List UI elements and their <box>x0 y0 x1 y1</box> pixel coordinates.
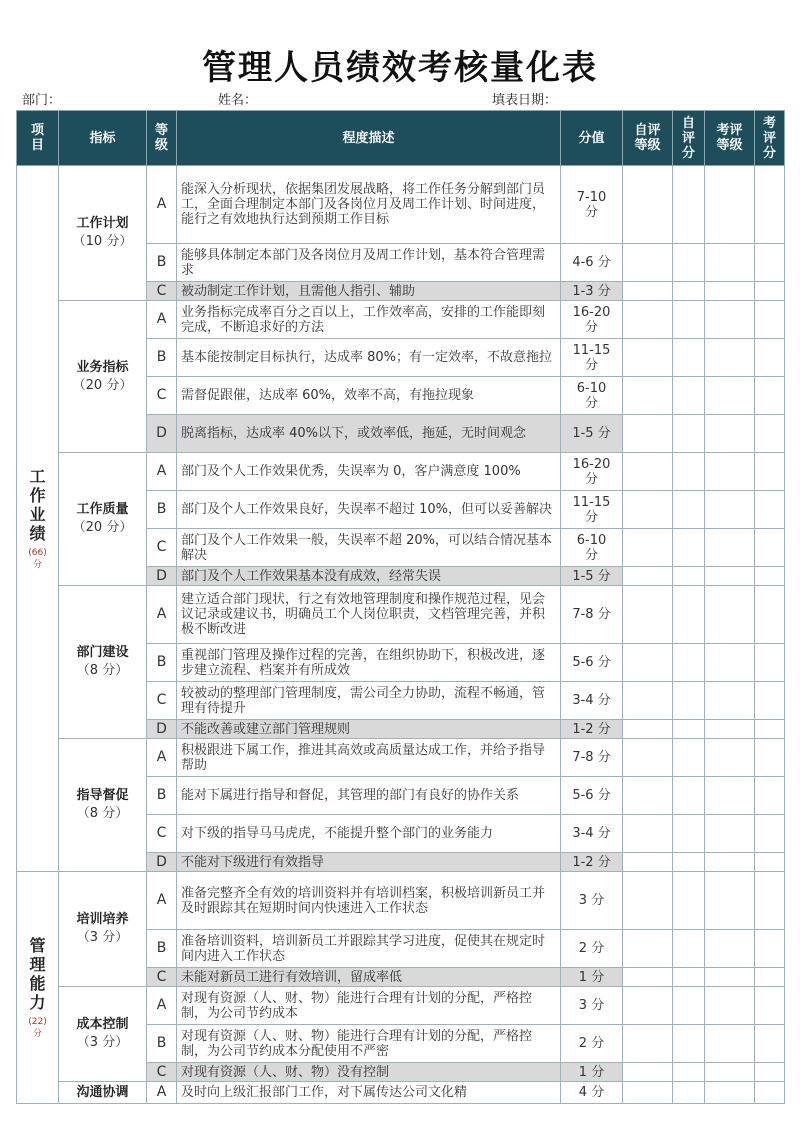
description-cell: 能够具体制定本部门及各岗位月及周工作计划，基本符合管理需求 <box>177 244 561 282</box>
grade-cell: C <box>147 1063 177 1082</box>
description-cell: 部门及个人工作效果良好，失误率不超过 10%，但可以妥善解决 <box>177 491 561 529</box>
table-row <box>17 1082 785 1104</box>
description-cell: 对现有资源（人、财、物）能进行合理有计划的分配，严格控制，为公司节约成本分配使用不严密 <box>177 1025 561 1063</box>
self-score-input[interactable] <box>673 968 705 987</box>
self-grade-input[interactable] <box>623 682 673 720</box>
self-score-input[interactable] <box>673 339 705 377</box>
eval-grade-input[interactable] <box>705 682 755 720</box>
self-score-input[interactable] <box>673 415 705 453</box>
score-range-cell: 1-2 分 <box>561 853 623 872</box>
category-cell <box>17 166 59 872</box>
eval-grade-input[interactable] <box>705 529 755 567</box>
self-score-input[interactable] <box>673 815 705 853</box>
header-desc: 程度描述 <box>177 111 561 166</box>
self-score-input[interactable] <box>673 853 705 872</box>
description-cell: 重视部门管理及操作过程的完善，在组织协助下，积极改进，逐步建立流程、档案并有所成效 <box>177 644 561 682</box>
grade-cell: C <box>147 815 177 853</box>
eval-grade-input[interactable] <box>705 1082 755 1104</box>
score-range-cell: 1 分 <box>561 1063 623 1082</box>
grade-cell: B <box>147 244 177 282</box>
self-score-input[interactable] <box>673 682 705 720</box>
header-eval-grade: 考评 等级 <box>705 111 755 166</box>
score-range-cell: 4 分 <box>561 1082 623 1104</box>
indicator-name: 工作计划 <box>76 216 129 231</box>
eval-score-input[interactable] <box>755 166 785 244</box>
self-grade-input[interactable] <box>623 777 673 815</box>
grade-cell: D <box>147 415 177 453</box>
eval-grade-input[interactable] <box>705 453 755 491</box>
eval-score-input[interactable] <box>755 453 785 491</box>
score-range-cell: 6-10 分 <box>561 377 623 415</box>
self-score-input[interactable] <box>673 529 705 567</box>
header-indicator: 指标 <box>59 111 147 166</box>
self-grade-input[interactable] <box>623 968 673 987</box>
self-grade-input[interactable] <box>623 853 673 872</box>
score-range-cell: 4-6 分 <box>561 244 623 282</box>
description-cell: 需督促跟催，达成率 60%，效率不高，有拖拉现象 <box>177 377 561 415</box>
header-score: 分值 <box>561 111 623 166</box>
table-row <box>17 987 785 1025</box>
indicator-name: 培训培养 <box>76 912 129 927</box>
table-row <box>17 586 785 644</box>
eval-grade-input[interactable] <box>705 415 755 453</box>
indicator-cell <box>59 166 147 301</box>
eval-grade-input[interactable] <box>705 339 755 377</box>
score-range-cell: 7-10 分 <box>561 166 623 244</box>
eval-score-input[interactable] <box>755 567 785 586</box>
self-grade-input[interactable] <box>623 166 673 244</box>
indicator-name: 工作质量 <box>76 502 129 517</box>
score-range-cell: 2 分 <box>561 930 623 968</box>
indicator-cell <box>59 872 147 987</box>
self-score-input[interactable] <box>673 720 705 739</box>
header-self-grade: 自评 等级 <box>623 111 673 166</box>
indicator-weight: （8 分） <box>76 663 129 678</box>
grade-cell: B <box>147 930 177 968</box>
eval-score-input[interactable] <box>755 586 785 644</box>
eval-score-input[interactable] <box>755 1082 785 1104</box>
grade-cell: D <box>147 720 177 739</box>
self-score-input[interactable] <box>673 1025 705 1063</box>
description-cell: 未能对新员工进行有效培训，留成率低 <box>177 968 561 987</box>
description-cell: 业务指标完成率百分之百以上，工作效率高，安排的工作能即刻完成，不断追求好的方法 <box>177 301 561 339</box>
assessment-table <box>16 110 785 1104</box>
name-label: 姓名： <box>218 93 258 108</box>
self-grade-input[interactable] <box>623 739 673 777</box>
dept-label: 部门： <box>22 93 62 108</box>
eval-score-input[interactable] <box>755 853 785 872</box>
description-cell: 脱离指标，达成率 40%以下，或效率低，拖延，无时间观念 <box>177 415 561 453</box>
self-score-input[interactable] <box>673 567 705 586</box>
eval-grade-input[interactable] <box>705 815 755 853</box>
eval-score-input[interactable] <box>755 282 785 301</box>
grade-cell: B <box>147 1025 177 1063</box>
grade-cell: B <box>147 644 177 682</box>
indicator-name: 沟通协调 <box>76 1084 129 1100</box>
score-range-cell: 16-20 分 <box>561 301 623 339</box>
score-range-cell: 1-5 分 <box>561 567 623 586</box>
page-title: 管理人员绩效考核量化表 <box>202 48 598 88</box>
eval-grade-input[interactable] <box>705 739 755 777</box>
score-range-cell: 1-5 分 <box>561 415 623 453</box>
indicator-weight: （10 分） <box>72 234 133 249</box>
self-grade-input[interactable] <box>623 339 673 377</box>
self-score-input[interactable] <box>673 987 705 1025</box>
self-score-input[interactable] <box>673 244 705 282</box>
eval-grade-input[interactable] <box>705 377 755 415</box>
score-range-cell: 2 分 <box>561 1025 623 1063</box>
self-grade-input[interactable] <box>623 244 673 282</box>
eval-score-input[interactable] <box>755 415 785 453</box>
description-cell: 部门及个人工作效果基本没有成效，经常失误 <box>177 567 561 586</box>
grade-cell: B <box>147 777 177 815</box>
grade-cell: C <box>147 968 177 987</box>
table-row <box>17 872 785 930</box>
eval-score-input[interactable] <box>755 1063 785 1082</box>
indicator-name: 部门建设 <box>76 645 129 660</box>
self-grade-input[interactable] <box>623 1025 673 1063</box>
self-grade-input[interactable] <box>623 1063 673 1082</box>
self-grade-input[interactable] <box>623 720 673 739</box>
description-cell: 部门及个人工作效果一般，失误率不超 20%，可以结合情况基本解决 <box>177 529 561 567</box>
eval-grade-input[interactable] <box>705 491 755 529</box>
description-cell: 对现有资源（人、财、物）没有控制 <box>177 1063 561 1082</box>
eval-grade-input[interactable] <box>705 968 755 987</box>
grade-cell: A <box>147 872 177 930</box>
eval-grade-input[interactable] <box>705 987 755 1025</box>
description-cell: 不能改善或建立部门管理规则 <box>177 720 561 739</box>
eval-score-input[interactable] <box>755 301 785 339</box>
self-score-input[interactable] <box>673 872 705 930</box>
self-grade-input[interactable] <box>623 987 673 1025</box>
description-cell: 较被动的整理部门管理制度，需公司全力协助，流程不畅通，管理有待提升 <box>177 682 561 720</box>
grade-cell: D <box>147 853 177 872</box>
self-score-input[interactable] <box>673 1063 705 1082</box>
grade-cell: A <box>147 739 177 777</box>
self-score-input[interactable] <box>673 301 705 339</box>
grade-cell: C <box>147 282 177 301</box>
self-score-input[interactable] <box>673 166 705 244</box>
grade-cell: A <box>147 987 177 1025</box>
grade-cell: A <box>147 301 177 339</box>
indicator-cell <box>59 987 147 1082</box>
description-cell: 建立适合部门现状，行之有效地管理制度和操作规范过程，见会议记录或建议书，明确员工个人岗位职责，文档管理完善，并积极不断改进 <box>177 586 561 644</box>
grade-cell: D <box>147 567 177 586</box>
date-label: 填表日期： <box>492 93 558 108</box>
self-score-input[interactable] <box>673 930 705 968</box>
eval-score-input[interactable] <box>755 815 785 853</box>
eval-score-input[interactable] <box>755 739 785 777</box>
eval-score-input[interactable] <box>755 244 785 282</box>
grade-cell: A <box>147 1082 177 1104</box>
score-range-cell: 3-4 分 <box>561 682 623 720</box>
header-item: 项 目 <box>17 111 59 166</box>
grade-cell: B <box>147 339 177 377</box>
self-grade-input[interactable] <box>623 1082 673 1104</box>
header-grade: 等 级 <box>147 111 177 166</box>
eval-score-input[interactable] <box>755 491 785 529</box>
indicator-weight: （20 分） <box>72 377 133 393</box>
category-subtotal: (22) 分 <box>28 1016 47 1039</box>
score-range-cell: 7-8 分 <box>561 739 623 777</box>
description-cell: 及时向上级汇报部门工作，对下属传达公司文化精 <box>177 1082 561 1104</box>
table-row <box>17 301 785 339</box>
eval-score-input[interactable] <box>755 529 785 567</box>
eval-score-input[interactable] <box>755 644 785 682</box>
eval-grade-input[interactable] <box>705 166 755 244</box>
self-score-input[interactable] <box>673 739 705 777</box>
self-score-input[interactable] <box>673 777 705 815</box>
indicator-cell <box>59 301 147 453</box>
self-grade-input[interactable] <box>623 644 673 682</box>
eval-score-input[interactable] <box>755 1025 785 1063</box>
self-grade-input[interactable] <box>623 415 673 453</box>
eval-score-input[interactable] <box>755 339 785 377</box>
score-range-cell: 1 分 <box>561 968 623 987</box>
score-range-cell: 3 分 <box>561 987 623 1025</box>
eval-grade-input[interactable] <box>705 777 755 815</box>
description-cell: 对下级的指导马马虎虎，不能提升整个部门的业务能力 <box>177 815 561 853</box>
score-range-cell: 5-6 分 <box>561 777 623 815</box>
grade-cell: C <box>147 682 177 720</box>
indicator-cell <box>59 739 147 872</box>
description-cell: 对现有资源（人、财、物）能进行合理有计划的分配，严格控制，为公司节约成本 <box>177 987 561 1025</box>
table-row <box>17 166 785 244</box>
score-range-cell: 5-6 分 <box>561 644 623 682</box>
score-range-cell: 1-3 分 <box>561 282 623 301</box>
self-grade-input[interactable] <box>623 377 673 415</box>
eval-grade-input[interactable] <box>705 1063 755 1082</box>
score-range-cell: 16-20 分 <box>561 453 623 491</box>
self-grade-input[interactable] <box>623 491 673 529</box>
eval-score-input[interactable] <box>755 968 785 987</box>
grade-cell: A <box>147 166 177 244</box>
self-score-input[interactable] <box>673 453 705 491</box>
indicator-weight: （20 分） <box>72 520 133 535</box>
self-score-input[interactable] <box>673 491 705 529</box>
form-meta <box>16 92 784 111</box>
self-grade-input[interactable] <box>623 282 673 301</box>
score-range-cell: 3-4 分 <box>561 815 623 853</box>
description-cell: 部门及个人工作效果优秀，失误率为 0，客户满意度 100% <box>177 453 561 491</box>
indicator-cell <box>59 586 147 739</box>
self-score-input[interactable] <box>673 586 705 644</box>
indicator-name: 业务指标 <box>76 359 129 375</box>
score-range-cell: 7-8 分 <box>561 586 623 644</box>
eval-score-input[interactable] <box>755 930 785 968</box>
self-grade-input[interactable] <box>623 930 673 968</box>
description-cell: 不能对下级进行有效指导 <box>177 853 561 872</box>
self-grade-input[interactable] <box>623 567 673 586</box>
category-cell <box>17 872 59 1104</box>
score-range-cell: 1-2 分 <box>561 720 623 739</box>
header-eval-score: 考 评 分 <box>755 111 785 166</box>
grade-cell: C <box>147 529 177 567</box>
description-cell: 准备完整齐全有效的培训资料并有培训档案，积极培训新员工并及时跟踪其在短期时间内快速进入工作状态 <box>177 872 561 930</box>
category-subtotal: (66) 分 <box>28 547 47 570</box>
eval-grade-input[interactable] <box>705 1025 755 1063</box>
indicator-name: 成本控制 <box>76 1017 129 1032</box>
eval-score-input[interactable] <box>755 682 785 720</box>
eval-grade-input[interactable] <box>705 586 755 644</box>
self-grade-input[interactable] <box>623 529 673 567</box>
self-grade-input[interactable] <box>623 586 673 644</box>
self-grade-input[interactable] <box>623 301 673 339</box>
eval-score-input[interactable] <box>755 377 785 415</box>
score-range-cell: 6-10 分 <box>561 529 623 567</box>
self-grade-input[interactable] <box>623 453 673 491</box>
eval-score-input[interactable] <box>755 872 785 930</box>
self-grade-input[interactable] <box>623 815 673 853</box>
eval-grade-input[interactable] <box>705 853 755 872</box>
eval-grade-input[interactable] <box>705 282 755 301</box>
table-row <box>17 453 785 491</box>
eval-grade-input[interactable] <box>705 567 755 586</box>
grade-cell: C <box>147 377 177 415</box>
score-range-cell: 11-15 分 <box>561 491 623 529</box>
description-cell: 准备培训资料，培训新员工并跟踪其学习进度，促使其在规定时间内进入工作状态 <box>177 930 561 968</box>
description-cell: 能对下属进行指导和督促，其管理的部门有良好的协作关系 <box>177 777 561 815</box>
header-row <box>17 111 785 166</box>
self-score-input[interactable] <box>673 1082 705 1104</box>
indicator-name: 指导督促 <box>76 788 129 803</box>
self-score-input[interactable] <box>673 377 705 415</box>
table-row <box>17 739 785 777</box>
self-score-input[interactable] <box>673 644 705 682</box>
score-range-cell: 3 分 <box>561 872 623 930</box>
self-score-input[interactable] <box>673 282 705 301</box>
indicator-cell <box>59 453 147 586</box>
score-range-cell: 11-15 分 <box>561 339 623 377</box>
category-name: 管 理 能 力 <box>29 935 46 1012</box>
indicator-weight: （3 分） <box>76 930 129 945</box>
indicator-weight: （3 分） <box>76 1035 129 1050</box>
description-cell: 积极跟进下属工作，推进其高效或高质量达成工作，并给予指导帮助 <box>177 739 561 777</box>
header-self-score: 自 评 分 <box>673 111 705 166</box>
grade-cell: A <box>147 586 177 644</box>
eval-grade-input[interactable] <box>705 872 755 930</box>
eval-grade-input[interactable] <box>705 720 755 739</box>
self-grade-input[interactable] <box>623 872 673 930</box>
description-cell: 基本能按制定目标执行，达成率 80%；有一定效率，不故意拖拉 <box>177 339 561 377</box>
grade-cell: B <box>147 491 177 529</box>
eval-score-input[interactable] <box>755 987 785 1025</box>
eval-grade-input[interactable] <box>705 930 755 968</box>
eval-grade-input[interactable] <box>705 244 755 282</box>
grade-cell: A <box>147 453 177 491</box>
eval-grade-input[interactable] <box>705 301 755 339</box>
description-cell: 能深入分析现状，依据集团发展战略，将工作任务分解到部门员工，全面合理制定本部门及各岗位月及周工作计划、时间进度，能行之有效地执行达到预期工作目标 <box>177 166 561 244</box>
eval-score-input[interactable] <box>755 777 785 815</box>
indicator-weight: （8 分） <box>76 806 129 821</box>
eval-score-input[interactable] <box>755 720 785 739</box>
description-cell: 被动制定工作计划，且需他人指引、辅助 <box>177 282 561 301</box>
category-name: 工 作 业 绩 <box>29 466 46 543</box>
indicator-cell <box>59 1082 147 1104</box>
eval-grade-input[interactable] <box>705 644 755 682</box>
